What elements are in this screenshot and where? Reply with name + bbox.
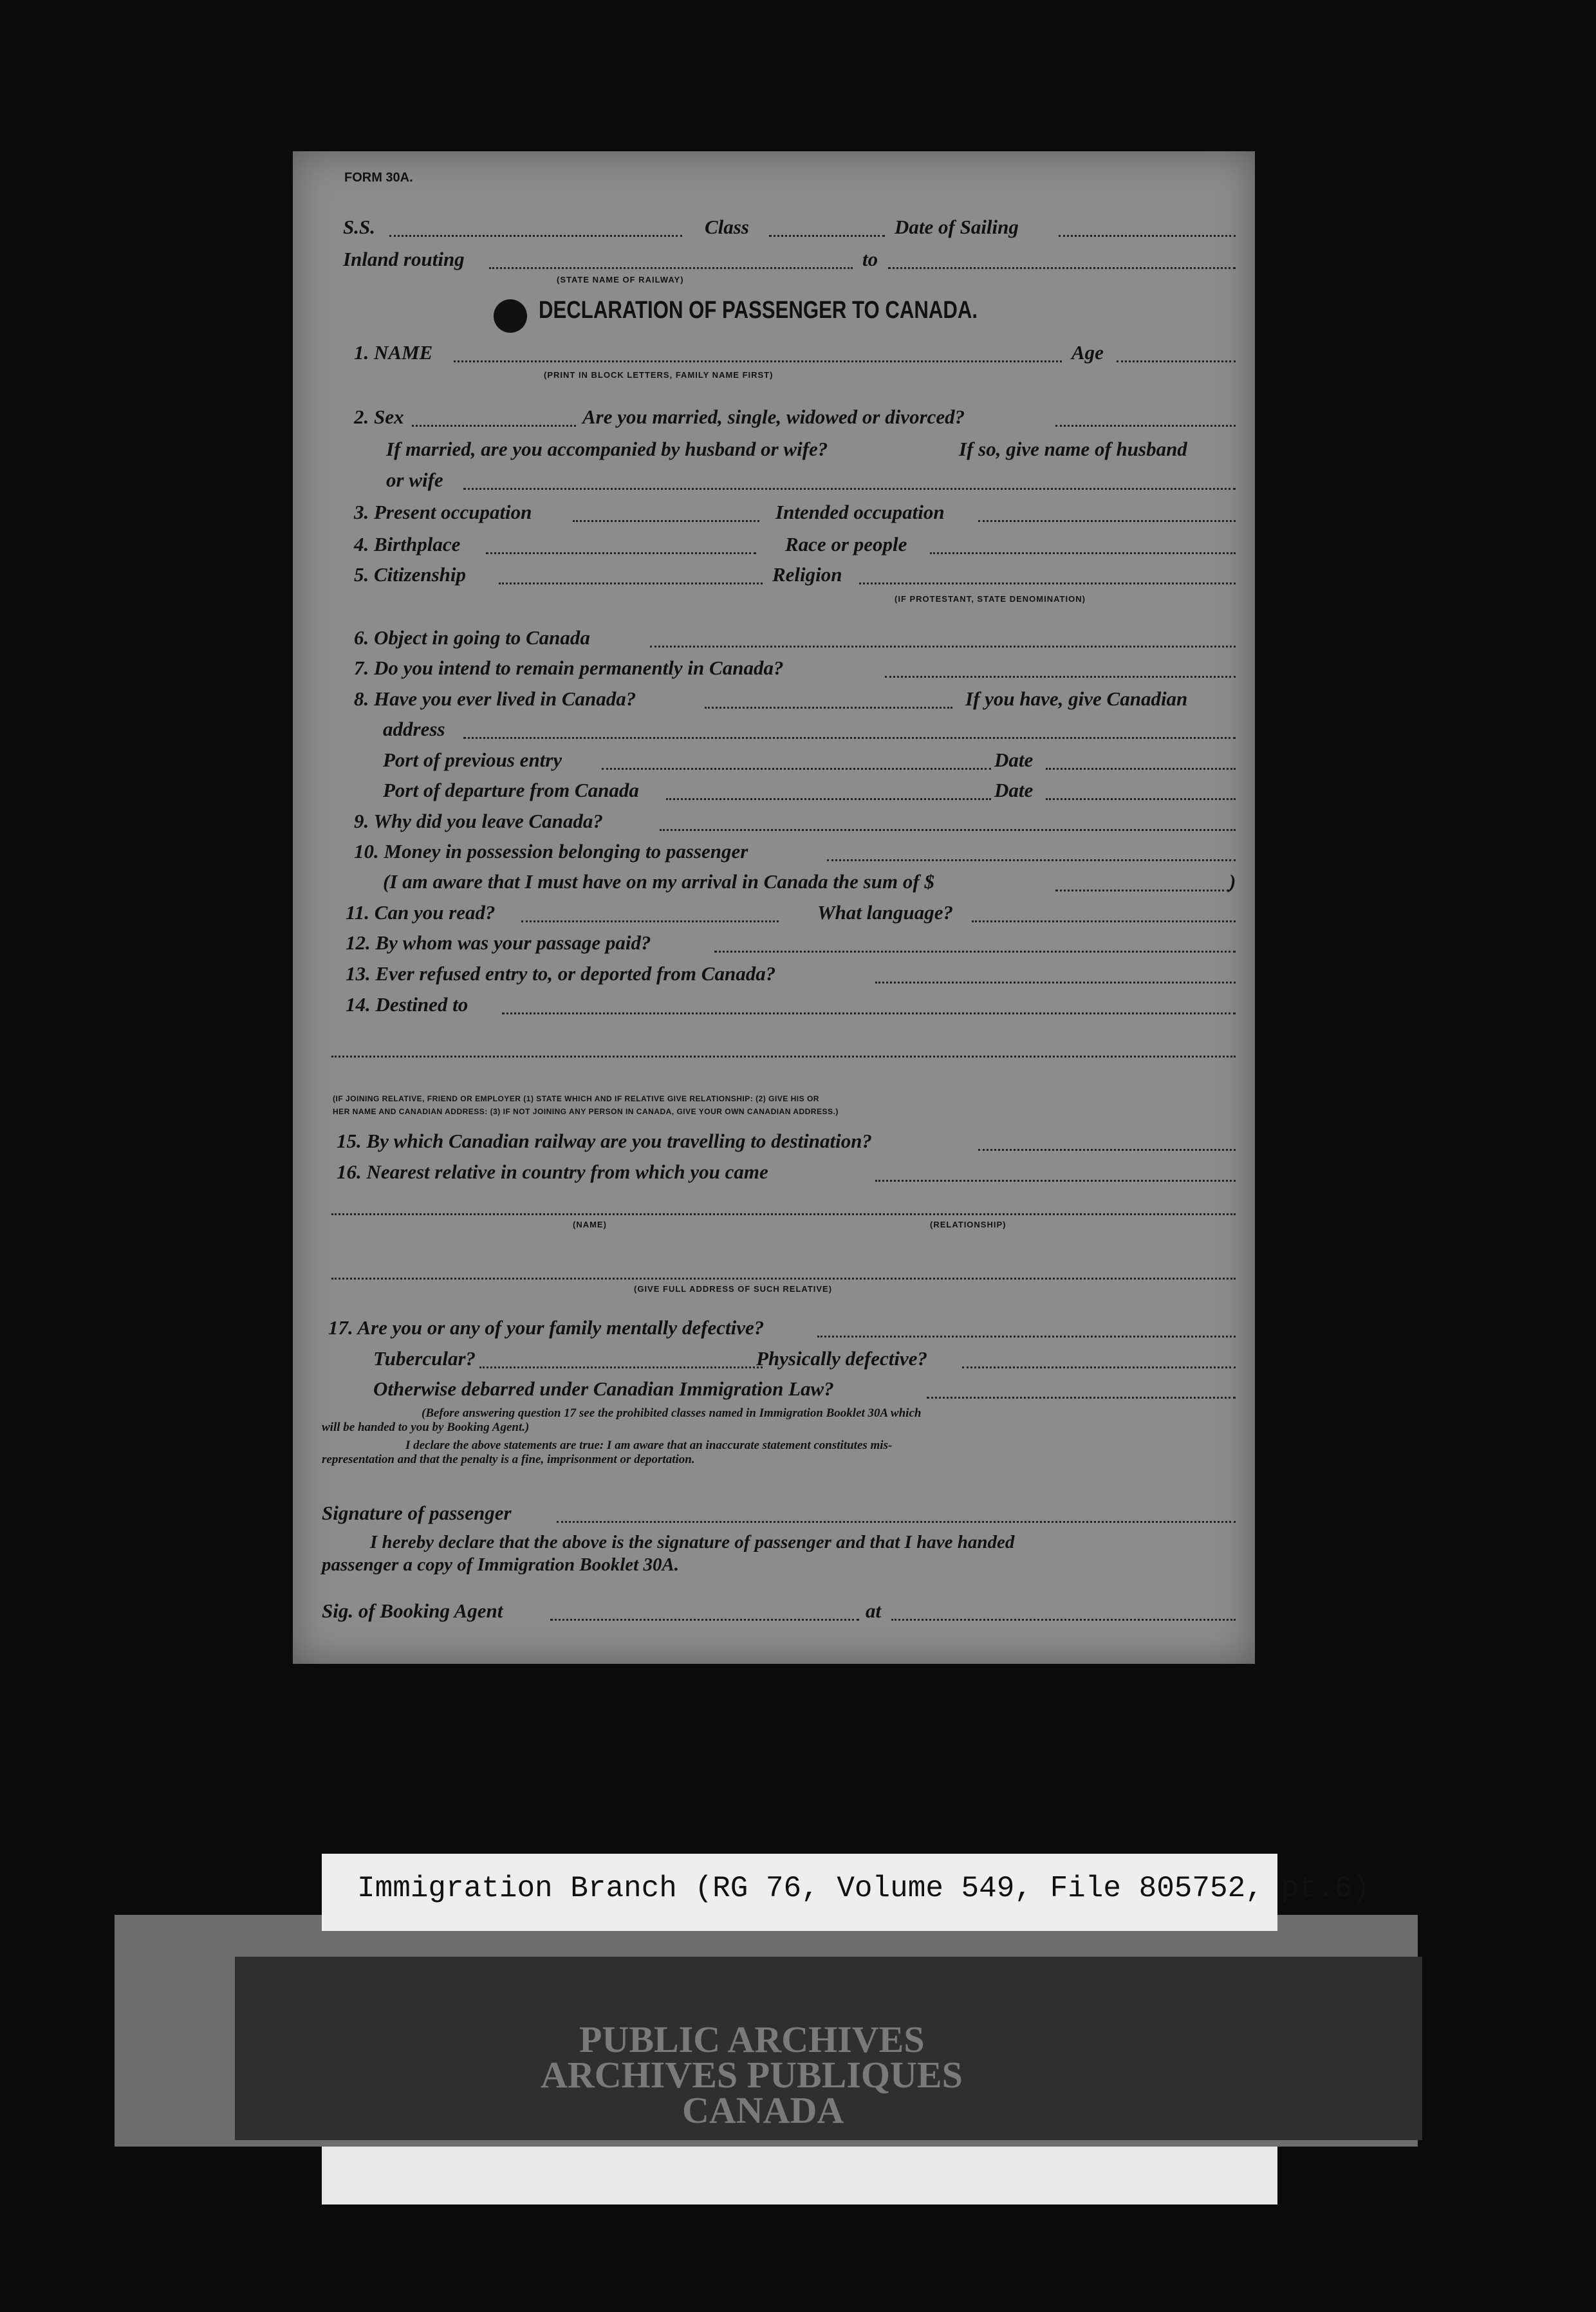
object-field[interactable]: [650, 646, 1236, 648]
hereby-1: I hereby declare that the above is the signature of passenger and that I have handed: [370, 1532, 1015, 1552]
physically-field[interactable]: [962, 1366, 1236, 1368]
hereby-2: passenger a copy of Immigration Booklet 30A.: [322, 1554, 680, 1575]
destined-note-2: HER NAME AND CANADIAN ADDRESS: (3) IF NOT JOINING ANY PERSON IN CANADA, GIVE YOUR OWN CANADIAN ADDRESS.): [333, 1107, 839, 1116]
destined-field-2[interactable]: [331, 1056, 1236, 1058]
race-label: Race or people: [785, 533, 907, 555]
why-leave-field[interactable]: [660, 829, 1236, 831]
q11-label: 11. Can you read?: [346, 901, 496, 924]
intended-occupation-field[interactable]: [978, 520, 1236, 522]
caption-text: Immigration Branch (RG 76, Volume 549, File 805752, pt.6): [357, 1872, 1370, 1905]
religion-field[interactable]: [859, 583, 1236, 584]
birthplace-field[interactable]: [486, 552, 756, 554]
agent-signature-field[interactable]: [550, 1619, 859, 1621]
railway-note: (STATE NAME OF RAILWAY): [557, 275, 684, 284]
passenger-declaration-form: [293, 151, 1255, 1664]
date-of-sailing-label: Date of Sailing: [895, 216, 1019, 238]
destined-note-1: (IF JOINING RELATIVE, FRIEND OR EMPLOYER (1) STATE WHICH AND IF RELATIVE GIVE RELATIONSHIP: (2) GIVE HIS OR: [333, 1094, 819, 1103]
q8-label: 8. Have you ever lived in Canada?: [354, 687, 636, 710]
destined-field[interactable]: [502, 1012, 1236, 1014]
stamp-line-2: ARCHIVES PUBLIQUES: [541, 2054, 963, 2096]
form-number: FORM 30A.: [344, 171, 413, 185]
railway-field[interactable]: [978, 1149, 1236, 1151]
relationship-note: (RELATIONSHIP): [930, 1220, 1007, 1229]
port-departure-field[interactable]: [666, 798, 991, 800]
nearest-relative-field[interactable]: [875, 1180, 1236, 1182]
present-occupation-field[interactable]: [573, 520, 759, 522]
money-field[interactable]: [827, 859, 1236, 861]
q17-note-1: (Before answering question 17 see the prohibited classes named in Immigration Booklet 30A which: [422, 1406, 922, 1420]
ss-field[interactable]: [389, 235, 682, 237]
date-of-sailing-field[interactable]: [1059, 235, 1236, 237]
bullet-icon: [494, 299, 527, 333]
agent-label: Sig. of Booking Agent: [322, 1599, 503, 1622]
q12-label: 12. By whom was your passage paid?: [346, 931, 651, 954]
name-note: (PRINT IN BLOCK LETTERS, FAMILY NAME FIRST): [544, 370, 774, 380]
ss-label: S.S.: [343, 216, 375, 238]
q5-label: 5. Citizenship: [354, 563, 466, 586]
stamp-line-3: CANADA: [682, 2089, 844, 2131]
spouse-name-label: If so, give name of husband: [959, 438, 1187, 460]
stamp-line-1: PUBLIC ARCHIVES: [579, 2018, 925, 2060]
language-label: What language?: [817, 901, 954, 924]
q6-label: 6. Object in going to Canada: [354, 626, 590, 649]
otherwise-label: Otherwise debarred under Canadian Immigration Law?: [373, 1377, 834, 1400]
marital-status-field[interactable]: [1055, 425, 1236, 427]
accompanied-label: If married, are you accompanied by husband or wife?: [386, 438, 828, 460]
age-field[interactable]: [1117, 360, 1236, 362]
canadian-address-label: If you have, give Canadian: [965, 687, 1188, 710]
to-label: to: [862, 248, 878, 270]
address-label: address: [383, 718, 445, 740]
otherwise-field[interactable]: [927, 1397, 1236, 1399]
q17-label: 17. Are you or any of your family mentally defective?: [328, 1316, 765, 1339]
address-field[interactable]: [463, 737, 1236, 739]
intended-occupation-label: Intended occupation: [775, 501, 945, 523]
q10-label: 10. Money in possession belonging to passenger: [354, 840, 748, 862]
q17-note-2: will be handed to you by Booking Agent.): [322, 1421, 530, 1434]
mentally-defective-field[interactable]: [817, 1336, 1236, 1338]
relative-name-field[interactable]: [331, 1213, 1236, 1215]
port-departure-label: Port of departure from Canada: [383, 779, 639, 801]
agent-location-field[interactable]: [891, 1619, 1236, 1621]
religion-label: Religion: [772, 563, 842, 586]
q14-label: 14. Destined to: [346, 993, 469, 1016]
q16-label: 16. Nearest relative in country from which you came: [337, 1161, 768, 1183]
class-field[interactable]: [769, 235, 885, 237]
form-title: DECLARATION OF PASSENGER TO CANADA.: [539, 297, 978, 324]
declaration-2: representation and that the penalty is a fine, imprisonment or deportation.: [322, 1453, 695, 1466]
relative-name-note: (NAME): [573, 1220, 607, 1229]
q2-label: 2. Sex: [354, 406, 404, 428]
refused-field[interactable]: [875, 982, 1236, 984]
race-field[interactable]: [930, 552, 1236, 554]
age-label: Age: [1072, 341, 1104, 364]
relative-address-note: (GIVE FULL ADDRESS OF SUCH RELATIVE): [634, 1284, 833, 1294]
tubercular-field[interactable]: [479, 1366, 763, 1368]
date2-label: Date: [994, 779, 1034, 801]
q9-label: 9. Why did you leave Canada?: [354, 810, 603, 832]
sum-field[interactable]: [1055, 890, 1229, 891]
q4-label: 4. Birthplace: [354, 533, 461, 555]
signature-field[interactable]: [557, 1521, 1236, 1523]
archive-strip-bottom: [322, 2147, 1277, 2205]
lived-field[interactable]: [705, 707, 952, 709]
marital-status-label: Are you married, single, widowed or divorced?: [582, 406, 965, 428]
citizenship-field[interactable]: [499, 583, 763, 584]
port-previous-label: Port of previous entry: [383, 749, 562, 771]
name-field[interactable]: [454, 360, 1062, 362]
physically-label: Physically defective?: [756, 1347, 927, 1370]
relative-address-field[interactable]: [331, 1278, 1236, 1280]
spouse-name-field[interactable]: [463, 488, 1236, 490]
aware-label: (I am aware that I must have on my arrival in Canada the sum of $: [383, 870, 934, 893]
class-label: Class: [705, 216, 749, 238]
date2-field[interactable]: [1046, 798, 1236, 800]
passage-paid-field[interactable]: [714, 951, 1236, 953]
signature-label: Signature of passenger: [322, 1502, 512, 1524]
remain-field[interactable]: [885, 676, 1236, 678]
religion-note: (IF PROTESTANT, STATE DENOMINATION): [895, 594, 1086, 604]
q1-label: 1. NAME: [354, 341, 433, 364]
sex-field[interactable]: [412, 425, 576, 427]
aware-close: ): [1229, 870, 1236, 893]
inland-routing-label: Inland routing: [343, 248, 465, 270]
at-label: at: [866, 1599, 882, 1622]
declaration-1: I declare the above statements are true: I am aware that an inaccurate statement constitutes mis-: [405, 1439, 893, 1452]
port-previous-field[interactable]: [602, 768, 991, 770]
or-wife-label: or wife: [386, 469, 443, 491]
to-field[interactable]: [888, 267, 1236, 269]
q3-label: 3. Present occupation: [354, 501, 532, 523]
q15-label: 15. By which Canadian railway are you travelling to destination?: [337, 1130, 872, 1152]
can-read-field[interactable]: [521, 920, 779, 922]
archive-caption: [322, 1854, 1370, 1931]
q13-label: 13. Ever refused entry to, or deported from Canada?: [346, 962, 776, 985]
language-field[interactable]: [972, 920, 1236, 922]
date1-field[interactable]: [1046, 768, 1236, 770]
q7-label: 7. Do you intend to remain permanently in Canada?: [354, 657, 784, 679]
date1-label: Date: [994, 749, 1034, 771]
inland-routing-field[interactable]: [489, 267, 853, 269]
tubercular-label: Tubercular?: [373, 1347, 476, 1370]
